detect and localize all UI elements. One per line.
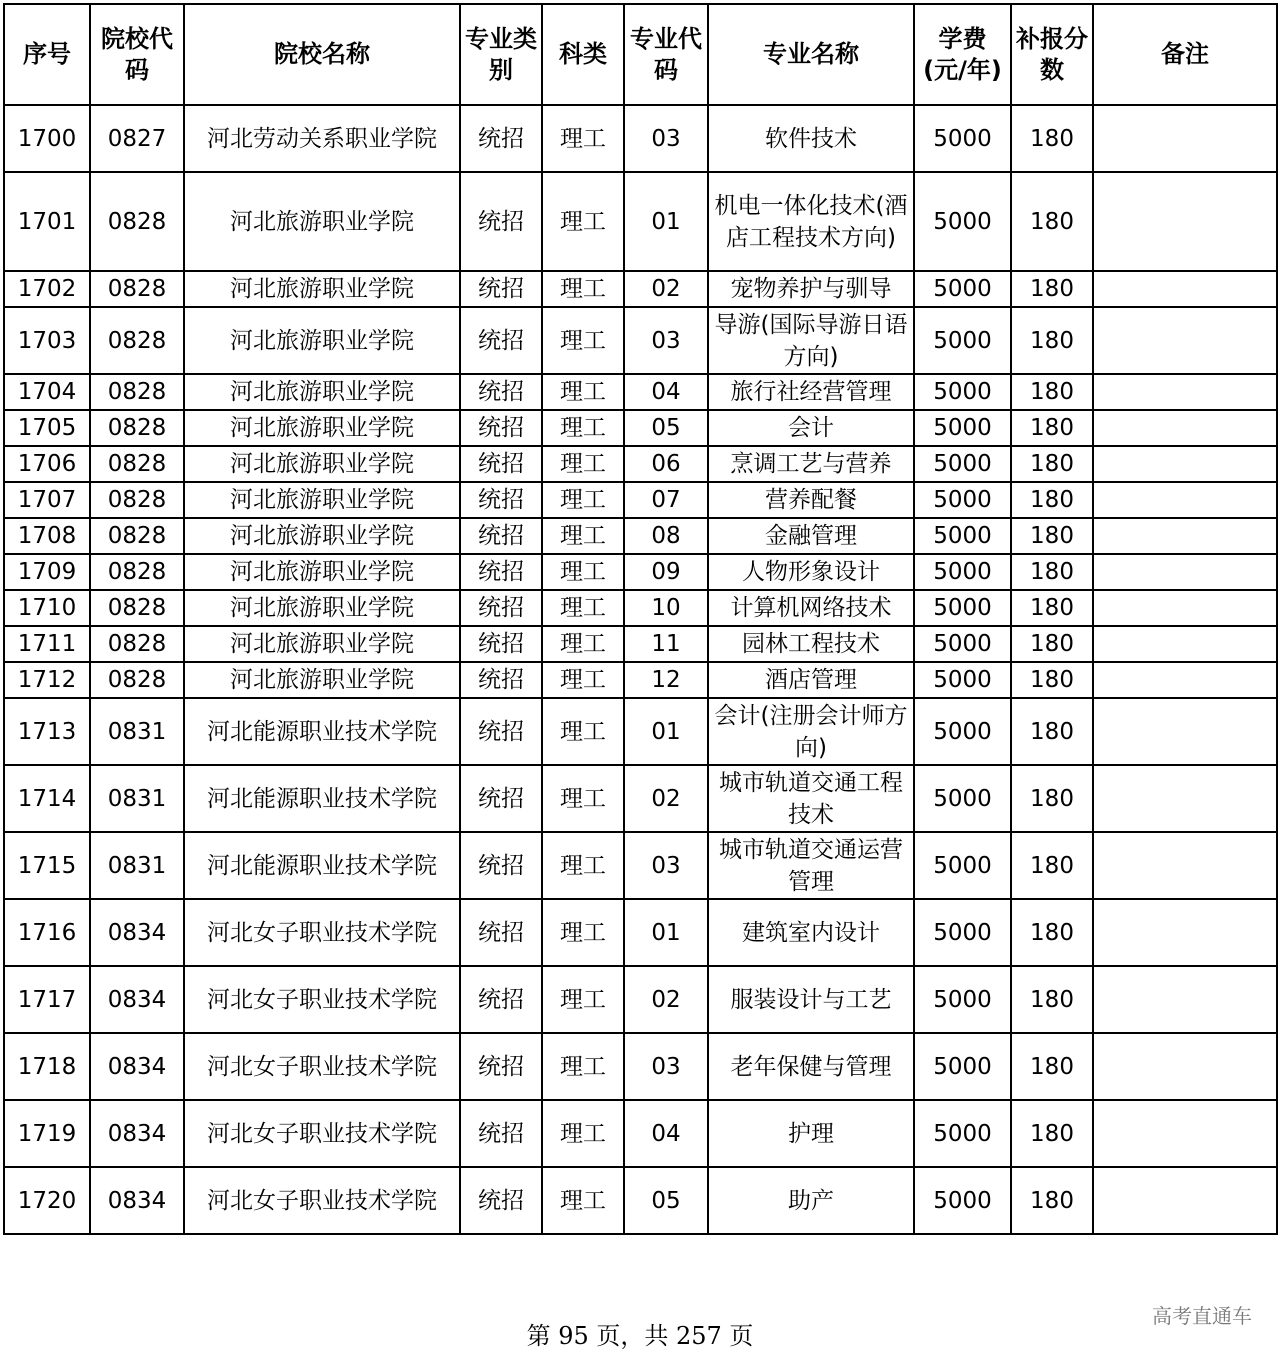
table-row	[4, 590, 1277, 626]
cell-major-name: 老年保健与管理	[708, 1033, 914, 1100]
cell-major-type: 统招	[460, 832, 542, 899]
cell-major-type: 统招	[460, 410, 542, 446]
cell-score: 180	[1011, 590, 1093, 626]
table-row	[4, 446, 1277, 482]
cell-major-name: 会计(注册会计师方向)	[708, 698, 914, 765]
cell-fee: 5000	[914, 698, 1011, 765]
cell-category: 理工	[542, 410, 624, 446]
cell-score: 180	[1011, 271, 1093, 307]
table-row	[4, 765, 1277, 832]
cell-school-name: 河北女子职业技术学院	[184, 1033, 460, 1100]
cell-fee: 5000	[914, 832, 1011, 899]
cell-major-type: 统招	[460, 899, 542, 966]
cell-seq: 1710	[4, 590, 90, 626]
cell-score: 180	[1011, 374, 1093, 410]
cell-major-code: 02	[624, 966, 708, 1033]
cell-score: 180	[1011, 172, 1093, 271]
cell-major-code: 05	[624, 410, 708, 446]
cell-score: 180	[1011, 307, 1093, 374]
cell-major-name: 人物形象设计	[708, 554, 914, 590]
cell-seq: 1718	[4, 1033, 90, 1100]
cell-fee: 5000	[914, 966, 1011, 1033]
cell-school-code: 0828	[90, 374, 184, 410]
table-row	[4, 554, 1277, 590]
cell-category: 理工	[542, 374, 624, 410]
cell-fee: 5000	[914, 374, 1011, 410]
cell-major-code: 03	[624, 1033, 708, 1100]
cell-major-code: 01	[624, 899, 708, 966]
cell-category: 理工	[542, 765, 624, 832]
admission-table	[3, 3, 1278, 1235]
cell-school-name: 河北旅游职业学院	[184, 172, 460, 271]
cell-seq: 1716	[4, 899, 90, 966]
cell-school-code: 0834	[90, 1033, 184, 1100]
cell-fee: 5000	[914, 626, 1011, 662]
table-row	[4, 1100, 1277, 1167]
cell-school-code: 0828	[90, 662, 184, 698]
cell-major-name: 导游(国际导游日语方向)	[708, 307, 914, 374]
cell-major-code: 03	[624, 105, 708, 172]
cell-school-name: 河北旅游职业学院	[184, 590, 460, 626]
cell-fee: 5000	[914, 172, 1011, 271]
cell-score: 180	[1011, 899, 1093, 966]
cell-note	[1093, 1100, 1277, 1167]
cell-school-name: 河北旅游职业学院	[184, 518, 460, 554]
cell-major-type: 统招	[460, 662, 542, 698]
cell-major-type: 统招	[460, 105, 542, 172]
watermark: 高考直通车	[1152, 1304, 1252, 1328]
cell-category: 理工	[542, 518, 624, 554]
cell-major-code: 01	[624, 172, 708, 271]
cell-category: 理工	[542, 966, 624, 1033]
cell-major-code: 10	[624, 590, 708, 626]
cell-major-name: 助产	[708, 1167, 914, 1234]
cell-major-code: 02	[624, 765, 708, 832]
cell-note	[1093, 410, 1277, 446]
cell-major-code: 11	[624, 626, 708, 662]
cell-school-name: 河北旅游职业学院	[184, 626, 460, 662]
cell-score: 180	[1011, 1033, 1093, 1100]
cell-major-type: 统招	[460, 307, 542, 374]
cell-school-code: 0828	[90, 410, 184, 446]
cell-fee: 5000	[914, 590, 1011, 626]
cell-school-name: 河北旅游职业学院	[184, 307, 460, 374]
cell-major-name: 城市轨道交通工程技术	[708, 765, 914, 832]
cell-school-code: 0828	[90, 626, 184, 662]
header-school-name: 院校名称	[184, 4, 460, 105]
cell-note	[1093, 626, 1277, 662]
cell-school-name: 河北女子职业技术学院	[184, 966, 460, 1033]
table-row	[4, 1033, 1277, 1100]
table-row	[4, 105, 1277, 172]
cell-note	[1093, 374, 1277, 410]
cell-fee: 5000	[914, 1033, 1011, 1100]
table-row	[4, 1167, 1277, 1234]
cell-seq: 1705	[4, 410, 90, 446]
cell-fee: 5000	[914, 410, 1011, 446]
cell-seq: 1707	[4, 482, 90, 518]
cell-seq: 1703	[4, 307, 90, 374]
cell-note	[1093, 899, 1277, 966]
cell-fee: 5000	[914, 1167, 1011, 1234]
cell-major-code: 05	[624, 1167, 708, 1234]
cell-category: 理工	[542, 1167, 624, 1234]
cell-score: 180	[1011, 446, 1093, 482]
cell-school-name: 河北旅游职业学院	[184, 482, 460, 518]
cell-major-type: 统招	[460, 172, 542, 271]
cell-fee: 5000	[914, 446, 1011, 482]
cell-score: 180	[1011, 765, 1093, 832]
cell-fee: 5000	[914, 271, 1011, 307]
cell-major-type: 统招	[460, 765, 542, 832]
cell-fee: 5000	[914, 1100, 1011, 1167]
cell-score: 180	[1011, 410, 1093, 446]
cell-seq: 1700	[4, 105, 90, 172]
cell-school-code: 0828	[90, 518, 184, 554]
cell-fee: 5000	[914, 765, 1011, 832]
cell-major-type: 统招	[460, 626, 542, 662]
cell-seq: 1709	[4, 554, 90, 590]
page-footer: 第 95 页，共 257 页	[526, 1322, 754, 1350]
cell-major-code: 04	[624, 1100, 708, 1167]
cell-major-type: 统招	[460, 1100, 542, 1167]
cell-major-code: 02	[624, 271, 708, 307]
cell-major-code: 01	[624, 698, 708, 765]
header-score: 补报分数	[1011, 4, 1093, 105]
cell-note	[1093, 518, 1277, 554]
cell-major-code: 08	[624, 518, 708, 554]
cell-seq: 1713	[4, 698, 90, 765]
cell-seq: 1712	[4, 662, 90, 698]
cell-school-name: 河北女子职业技术学院	[184, 899, 460, 966]
cell-note	[1093, 172, 1277, 271]
cell-school-name: 河北旅游职业学院	[184, 374, 460, 410]
cell-fee: 5000	[914, 307, 1011, 374]
cell-major-name: 旅行社经营管理	[708, 374, 914, 410]
cell-major-type: 统招	[460, 518, 542, 554]
cell-score: 180	[1011, 662, 1093, 698]
cell-major-code: 12	[624, 662, 708, 698]
cell-school-code: 0834	[90, 1167, 184, 1234]
cell-category: 理工	[542, 662, 624, 698]
cell-major-name: 城市轨道交通运营管理	[708, 832, 914, 899]
table-row	[4, 966, 1277, 1033]
cell-category: 理工	[542, 832, 624, 899]
table-row	[4, 662, 1277, 698]
table-row	[4, 172, 1277, 271]
cell-category: 理工	[542, 899, 624, 966]
cell-fee: 5000	[914, 899, 1011, 966]
cell-note	[1093, 271, 1277, 307]
cell-category: 理工	[542, 172, 624, 271]
cell-school-name: 河北女子职业技术学院	[184, 1100, 460, 1167]
cell-seq: 1711	[4, 626, 90, 662]
table-row	[4, 482, 1277, 518]
header-row	[4, 4, 1277, 105]
cell-school-code: 0831	[90, 765, 184, 832]
header-major-type: 专业类别	[460, 4, 542, 105]
cell-major-type: 统招	[460, 554, 542, 590]
table-row	[4, 626, 1277, 662]
cell-category: 理工	[542, 626, 624, 662]
cell-fee: 5000	[914, 662, 1011, 698]
table-row	[4, 271, 1277, 307]
cell-school-code: 0828	[90, 307, 184, 374]
cell-major-type: 统招	[460, 966, 542, 1033]
cell-major-type: 统招	[460, 271, 542, 307]
table-row	[4, 374, 1277, 410]
cell-score: 180	[1011, 832, 1093, 899]
cell-major-name: 护理	[708, 1100, 914, 1167]
cell-major-code: 04	[624, 374, 708, 410]
cell-major-type: 统招	[460, 698, 542, 765]
cell-school-name: 河北旅游职业学院	[184, 554, 460, 590]
cell-seq: 1704	[4, 374, 90, 410]
cell-fee: 5000	[914, 518, 1011, 554]
cell-major-name: 园林工程技术	[708, 626, 914, 662]
cell-note	[1093, 698, 1277, 765]
cell-school-code: 0828	[90, 590, 184, 626]
cell-major-type: 统招	[460, 590, 542, 626]
cell-note	[1093, 966, 1277, 1033]
cell-seq: 1720	[4, 1167, 90, 1234]
cell-major-name: 建筑室内设计	[708, 899, 914, 966]
cell-score: 180	[1011, 1100, 1093, 1167]
cell-major-code: 07	[624, 482, 708, 518]
cell-major-code: 03	[624, 307, 708, 374]
cell-school-code: 0827	[90, 105, 184, 172]
cell-note	[1093, 662, 1277, 698]
cell-score: 180	[1011, 105, 1093, 172]
cell-school-code: 0834	[90, 1100, 184, 1167]
cell-score: 180	[1011, 626, 1093, 662]
cell-school-name: 河北旅游职业学院	[184, 662, 460, 698]
cell-fee: 5000	[914, 482, 1011, 518]
cell-school-name: 河北能源职业技术学院	[184, 765, 460, 832]
cell-note	[1093, 105, 1277, 172]
cell-school-name: 河北劳动关系职业学院	[184, 105, 460, 172]
cell-seq: 1719	[4, 1100, 90, 1167]
cell-category: 理工	[542, 105, 624, 172]
cell-seq: 1702	[4, 271, 90, 307]
cell-seq: 1706	[4, 446, 90, 482]
cell-seq: 1714	[4, 765, 90, 832]
cell-school-name: 河北旅游职业学院	[184, 410, 460, 446]
cell-category: 理工	[542, 698, 624, 765]
cell-major-code: 09	[624, 554, 708, 590]
cell-score: 180	[1011, 1167, 1093, 1234]
cell-score: 180	[1011, 698, 1093, 765]
cell-school-code: 0834	[90, 966, 184, 1033]
cell-category: 理工	[542, 1033, 624, 1100]
header-note: 备注	[1093, 4, 1277, 105]
cell-major-name: 计算机网络技术	[708, 590, 914, 626]
cell-school-code: 0828	[90, 172, 184, 271]
cell-seq: 1717	[4, 966, 90, 1033]
cell-major-name: 服装设计与工艺	[708, 966, 914, 1033]
cell-category: 理工	[542, 271, 624, 307]
cell-school-name: 河北能源职业技术学院	[184, 698, 460, 765]
cell-note	[1093, 482, 1277, 518]
cell-seq: 1701	[4, 172, 90, 271]
cell-major-type: 统招	[460, 1033, 542, 1100]
cell-school-name: 河北女子职业技术学院	[184, 1167, 460, 1234]
table-row	[4, 410, 1277, 446]
cell-school-code: 0831	[90, 698, 184, 765]
cell-score: 180	[1011, 554, 1093, 590]
cell-school-code: 0834	[90, 899, 184, 966]
table-row	[4, 698, 1277, 765]
table-row	[4, 899, 1277, 966]
cell-category: 理工	[542, 590, 624, 626]
cell-major-name: 机电一体化技术(酒店工程技术方向)	[708, 172, 914, 271]
cell-major-name: 金融管理	[708, 518, 914, 554]
cell-note	[1093, 832, 1277, 899]
cell-note	[1093, 1033, 1277, 1100]
header-category: 科类	[542, 4, 624, 105]
header-major-name: 专业名称	[708, 4, 914, 105]
cell-school-code: 0828	[90, 271, 184, 307]
cell-seq: 1715	[4, 832, 90, 899]
cell-score: 180	[1011, 518, 1093, 554]
cell-major-name: 烹调工艺与营养	[708, 446, 914, 482]
cell-category: 理工	[542, 482, 624, 518]
cell-note	[1093, 590, 1277, 626]
cell-note	[1093, 554, 1277, 590]
cell-note	[1093, 1167, 1277, 1234]
cell-major-type: 统招	[460, 446, 542, 482]
header-school-code: 院校代码	[90, 4, 184, 105]
cell-school-code: 0828	[90, 446, 184, 482]
cell-major-code: 06	[624, 446, 708, 482]
cell-note	[1093, 307, 1277, 374]
cell-major-name: 宠物养护与驯导	[708, 271, 914, 307]
cell-category: 理工	[542, 446, 624, 482]
cell-category: 理工	[542, 1100, 624, 1167]
cell-major-type: 统招	[460, 1167, 542, 1234]
cell-school-name: 河北旅游职业学院	[184, 271, 460, 307]
cell-fee: 5000	[914, 105, 1011, 172]
table-row	[4, 832, 1277, 899]
cell-major-name: 软件技术	[708, 105, 914, 172]
header-fee: 学费(元/年)	[914, 4, 1011, 105]
header-major-code: 专业代码	[624, 4, 708, 105]
cell-major-name: 会计	[708, 410, 914, 446]
cell-major-type: 统招	[460, 374, 542, 410]
cell-category: 理工	[542, 554, 624, 590]
cell-seq: 1708	[4, 518, 90, 554]
cell-major-name: 酒店管理	[708, 662, 914, 698]
header-seq: 序号	[4, 4, 90, 105]
cell-school-code: 0828	[90, 482, 184, 518]
cell-school-name: 河北旅游职业学院	[184, 446, 460, 482]
cell-category: 理工	[542, 307, 624, 374]
table-body	[4, 105, 1277, 1234]
cell-major-code: 03	[624, 832, 708, 899]
table-row	[4, 518, 1277, 554]
cell-note	[1093, 765, 1277, 832]
cell-school-name: 河北能源职业技术学院	[184, 832, 460, 899]
cell-note	[1093, 446, 1277, 482]
cell-score: 180	[1011, 966, 1093, 1033]
cell-school-code: 0828	[90, 554, 184, 590]
cell-major-name: 营养配餐	[708, 482, 914, 518]
cell-score: 180	[1011, 482, 1093, 518]
table-row	[4, 307, 1277, 374]
cell-school-code: 0831	[90, 832, 184, 899]
cell-major-type: 统招	[460, 482, 542, 518]
cell-fee: 5000	[914, 554, 1011, 590]
